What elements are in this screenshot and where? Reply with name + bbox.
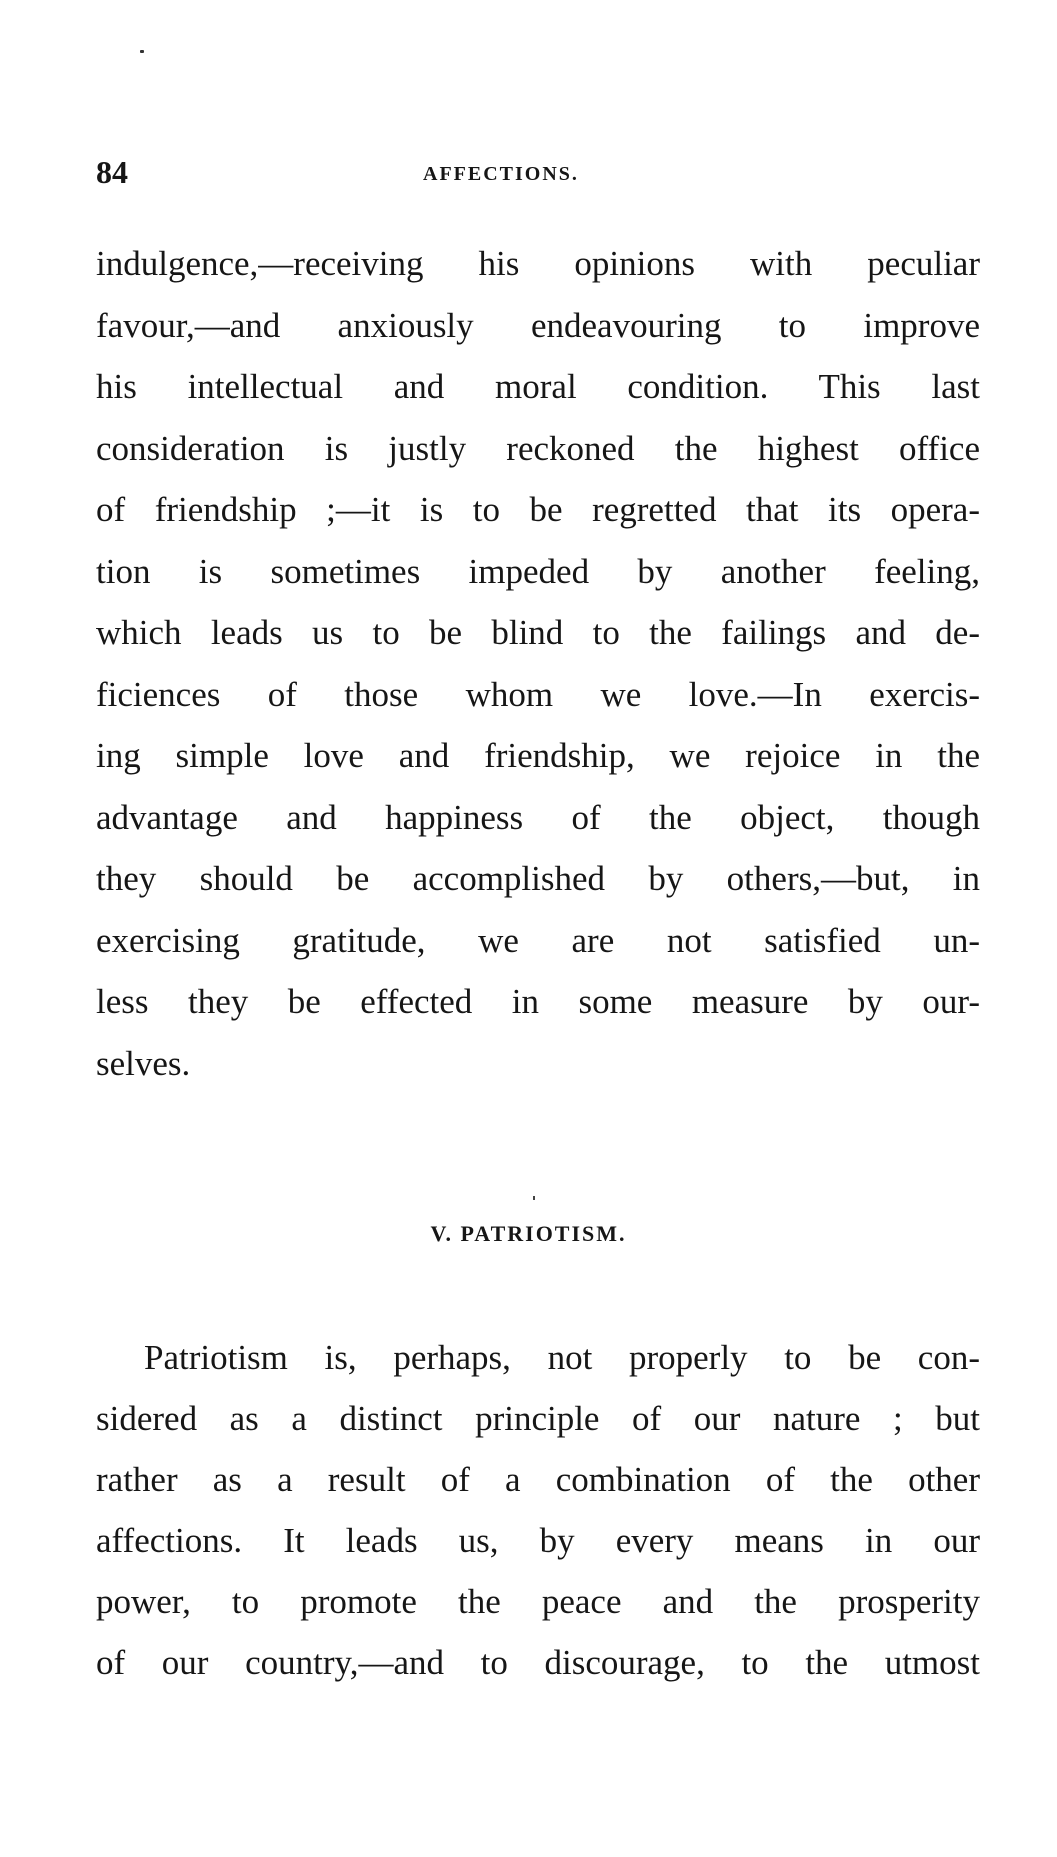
text-line: favour,—and anxiously endeavouring to improve <box>96 305 980 345</box>
text-line: less they be effected in some measure by our- <box>96 982 980 1021</box>
text-line: exercising gratitude, we are not satisfied un- <box>96 920 980 960</box>
text-line: sidered as a distinct principle of our nature ; but <box>96 1399 980 1438</box>
text-line: advantage and happiness of the object, though <box>96 797 980 837</box>
section-heading: V. PATRIOTISM. <box>430 1221 627 1246</box>
text-line: Patriotism is, perhaps, not properly to be con- <box>144 1338 980 1377</box>
running-head: AFFECTIONS. <box>423 163 579 185</box>
text-line: tion is sometimes impeded by another feeling, <box>96 551 980 591</box>
text-line: selves. <box>96 1043 191 1083</box>
text-line: consideration is justly reckoned the highest office <box>96 428 980 468</box>
ink-speck <box>140 50 144 53</box>
text-line: of friendship ;—it is to be regretted that its opera- <box>96 490 980 529</box>
page-header <box>96 150 980 194</box>
paragraph-patriotism <box>96 1327 980 1693</box>
text-line: ing simple love and friendship, we rejoice in the <box>96 736 980 775</box>
text-line: which leads us to be blind to the failings and de- <box>96 613 980 652</box>
text-line: indulgence,—receiving his opinions with peculiar <box>96 244 980 283</box>
text-line: they should be accomplished by others,—but, in <box>96 859 980 898</box>
text-line: affections. It leads us, by every means in our <box>96 1521 980 1560</box>
paragraph-continuation <box>96 233 980 1094</box>
ink-speck <box>533 1196 535 1200</box>
text-line: ficiences of those whom we love.—In exercis- <box>96 674 980 714</box>
text-line: of our country,—and to discourage, to the utmost <box>96 1643 980 1682</box>
text-line: rather as a result of a combination of the other <box>96 1460 980 1499</box>
page-number: 84 <box>96 154 128 190</box>
text-line: his intellectual and moral condition. This last <box>96 367 980 406</box>
text-line: power, to promote the peace and the prosperity <box>96 1582 980 1621</box>
